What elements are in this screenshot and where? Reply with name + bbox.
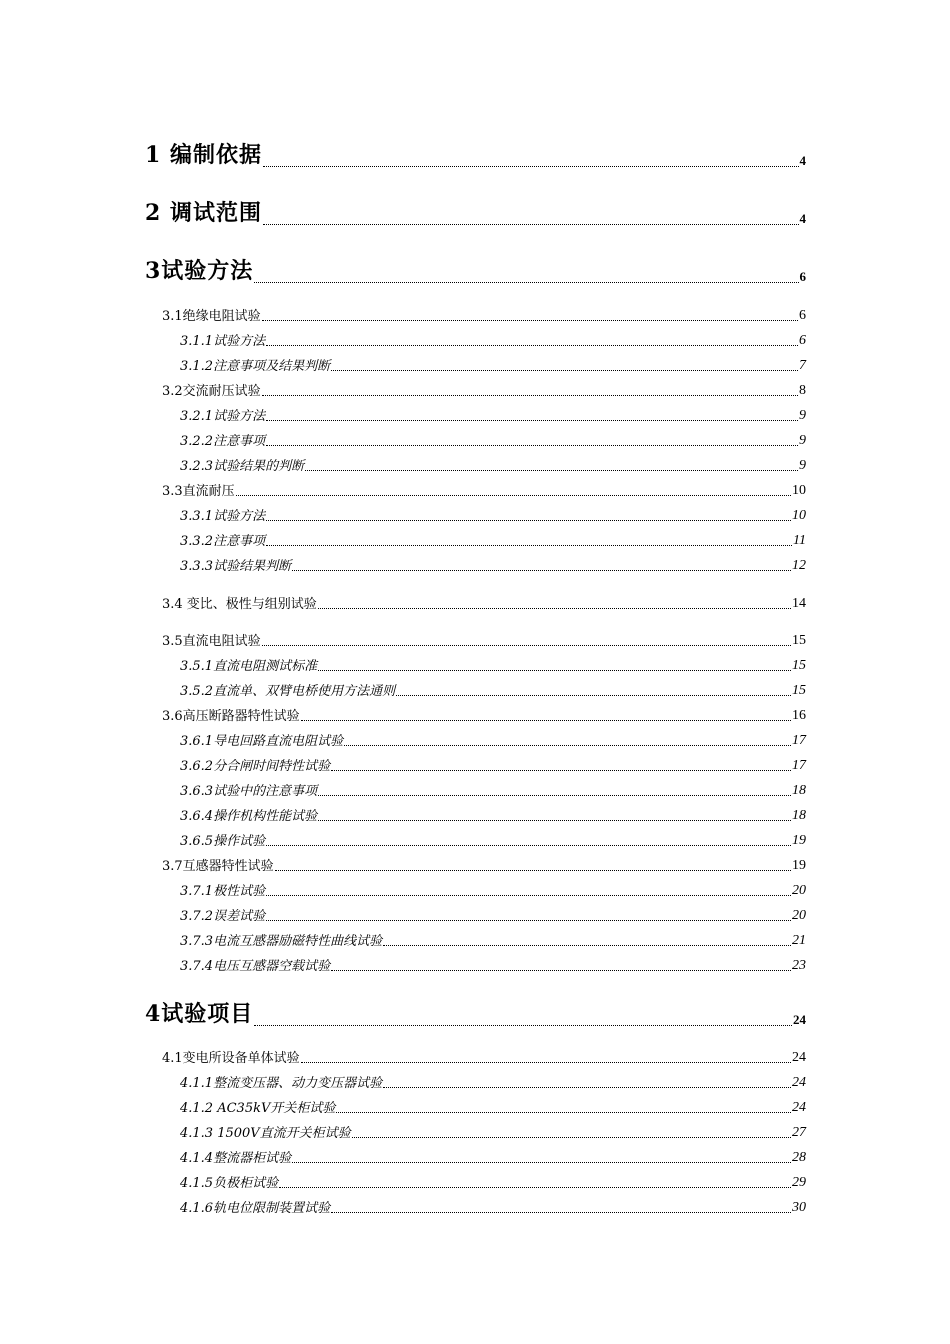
toc-entry-title: 3.6.5操作试验: [180, 834, 266, 849]
toc-entry-page-number: 29: [792, 1175, 806, 1190]
toc-entry-level-3[interactable]: [180, 756, 806, 774]
dot-leader: [266, 920, 791, 921]
toc-entry-level-3[interactable]: [180, 406, 806, 424]
dot-leader: [331, 1212, 791, 1213]
toc-entry-level-3[interactable]: [180, 1098, 806, 1116]
toc-entry-level-3[interactable]: [180, 1198, 806, 1216]
toc-entry-title: 3试验方法: [145, 258, 254, 284]
toc-entry-title: 3.1.2注意事项及结果判断: [180, 359, 331, 374]
toc-entry-page-number: 11: [793, 533, 806, 548]
toc-entry-level-2[interactable]: [162, 306, 806, 324]
dot-leader: [275, 870, 791, 871]
toc-entry-title: 3.6.1导电回路直流电阻试验: [180, 734, 344, 749]
toc-entry-title: 4.1.1整流变压器、动力变压器试验: [180, 1076, 383, 1091]
toc-entry-page-number: 21: [792, 933, 806, 948]
dot-leader: [301, 720, 791, 721]
toc-entry-page-number: 10: [792, 508, 806, 523]
toc-entry-page-number: 15: [792, 683, 806, 698]
toc-entry-level-2[interactable]: [162, 856, 806, 874]
dot-leader: [262, 645, 791, 646]
toc-entry-title: 3.7互感器特性试验: [162, 859, 274, 874]
dot-leader: [331, 770, 791, 771]
toc-entry-title: 2 调试范围: [145, 200, 262, 226]
toc-entry-page-number: 27: [792, 1125, 806, 1140]
dot-leader: [336, 1112, 791, 1113]
toc-entry-title: 3.7.1极性试验: [180, 884, 266, 899]
dot-leader: [266, 445, 798, 446]
toc-entry-page-number: 20: [792, 908, 806, 923]
toc-entry-level-3[interactable]: [180, 781, 806, 799]
dot-leader: [266, 895, 791, 896]
toc-entry-level-1[interactable]: [145, 257, 806, 285]
toc-entry-title: 3.2.2注意事项: [180, 434, 266, 449]
toc-entry-page-number: 28: [792, 1150, 806, 1165]
toc-entry-level-3[interactable]: [180, 331, 806, 349]
toc-entry-page-number: 6: [799, 333, 806, 348]
toc-entry-level-3[interactable]: [180, 681, 806, 699]
toc-entry-page-number: 24: [792, 1075, 806, 1090]
toc-entry-page-number: 12: [792, 558, 806, 573]
toc-entry-title: 4.1.3 1500V直流开关柜试验: [180, 1126, 351, 1141]
toc-entry-page-number: 14: [792, 596, 806, 611]
toc-entry-level-3[interactable]: [180, 1073, 806, 1091]
toc-entry-level-1[interactable]: [145, 199, 806, 227]
dot-leader: [305, 470, 798, 471]
toc-entry-title: 4试验项目: [145, 1001, 254, 1027]
toc-entry-title: 3.3.2注意事项: [180, 534, 266, 549]
toc-entry-level-3[interactable]: [180, 1148, 806, 1166]
dot-leader: [279, 1187, 791, 1188]
toc-entry-level-3[interactable]: [180, 931, 806, 949]
toc-entry-level-3[interactable]: [180, 556, 806, 574]
dot-leader: [266, 545, 792, 546]
dot-leader: [331, 370, 798, 371]
toc-entry-level-3[interactable]: [180, 731, 806, 749]
toc-entry-level-2[interactable]: [162, 594, 806, 612]
dot-leader: [254, 1025, 792, 1026]
toc-entry-level-3[interactable]: [180, 506, 806, 524]
toc-entry-page-number: 19: [792, 833, 806, 848]
dot-leader: [262, 395, 798, 396]
dot-leader: [318, 670, 791, 671]
toc-entry-page-number: 8: [799, 383, 806, 398]
toc-entry-level-3[interactable]: [180, 831, 806, 849]
toc-entry-title: 3.6高压断路器特性试验: [162, 709, 300, 724]
toc-entry-level-3[interactable]: [180, 881, 806, 899]
dot-leader: [318, 795, 791, 796]
toc-entry-page-number: 24: [792, 1050, 806, 1065]
toc-entry-page-number: 18: [792, 808, 806, 823]
toc-entry-page-number: 4: [799, 211, 806, 226]
toc-entry-title: 3.4 变比、极性与组别试验: [162, 597, 317, 612]
dot-leader: [266, 845, 791, 846]
dot-leader: [301, 1062, 791, 1063]
toc-entry-page-number: 24: [792, 1100, 806, 1115]
dot-leader: [383, 945, 791, 946]
toc-entry-title: 3.2交流耐压试验: [162, 384, 261, 399]
toc-entry-level-2[interactable]: [162, 631, 806, 649]
toc-entry-level-3[interactable]: [180, 431, 806, 449]
toc-entry-title: 3.3.1试验方法: [180, 509, 266, 524]
toc-entry-title: 4.1.2 AC35kV开关柜试验: [180, 1101, 336, 1116]
toc-entry-page-number: 17: [792, 758, 806, 773]
toc-entry-level-2[interactable]: [162, 706, 806, 724]
dot-leader: [383, 1087, 791, 1088]
toc-entry-title: 4.1.5负极柜试验: [180, 1176, 279, 1191]
toc-entry-page-number: 10: [792, 483, 806, 498]
toc-entry-level-3[interactable]: [180, 906, 806, 924]
toc-entry-title: 3.6.2分合闸时间特性试验: [180, 759, 331, 774]
toc-entry-title: 3.2.1试验方法: [180, 409, 266, 424]
toc-entry-title: 4.1变电所设备单体试验: [162, 1051, 300, 1066]
dot-leader: [263, 224, 799, 225]
toc-entry-level-3[interactable]: [180, 806, 806, 824]
toc-entry-page-number: 15: [792, 658, 806, 673]
toc-entry-page-number: 7: [799, 358, 806, 373]
toc-entry-title: 3.6.3试验中的注意事项: [180, 784, 318, 799]
toc-entry-level-1[interactable]: [145, 141, 806, 169]
toc-entry-page-number: 6: [799, 269, 806, 284]
toc-entry-title: 3.2.3试验结果的判断: [180, 459, 305, 474]
toc-entry-title: 3.7.2误差试验: [180, 909, 266, 924]
toc-entry-level-3[interactable]: [180, 1173, 806, 1191]
toc-entry-title: 3.5.2直流单、双臂电桥使用方法通则: [180, 684, 396, 699]
toc-entry-level-3[interactable]: [180, 956, 806, 974]
dot-leader: [254, 282, 798, 283]
dot-leader: [352, 1137, 791, 1138]
toc-entry-page-number: 6: [799, 308, 806, 323]
toc-entry-page-number: 20: [792, 883, 806, 898]
toc-entry-page-number: 30: [792, 1200, 806, 1215]
toc-entry-page-number: 15: [792, 633, 806, 648]
toc-entry-title: 3.3直流耐压: [162, 484, 235, 499]
toc-entry-title: 3.1.1试验方法: [180, 334, 266, 349]
toc-entry-level-1[interactable]: [145, 1000, 806, 1028]
dot-leader: [292, 1162, 791, 1163]
dot-leader: [396, 695, 791, 696]
toc-entry-page-number: 4: [799, 153, 806, 168]
dot-leader: [344, 745, 791, 746]
toc-entry-title: 1 编制依据: [145, 142, 262, 168]
toc-entry-title: 3.1绝缘电阻试验: [162, 309, 261, 324]
dot-leader: [266, 345, 798, 346]
dot-leader: [292, 570, 791, 571]
toc-entry-title: 3.7.4电压互感器空载试验: [180, 959, 331, 974]
toc-entry-page-number: 18: [792, 783, 806, 798]
toc-entry-level-3[interactable]: [180, 356, 806, 374]
dot-leader: [266, 520, 791, 521]
toc-entry-page-number: 9: [799, 433, 806, 448]
toc-entry-title: 3.5.1直流电阻测试标准: [180, 659, 318, 674]
toc-entry-page-number: 23: [792, 958, 806, 973]
toc-entry-title: 3.3.3试验结果判断: [180, 559, 292, 574]
dot-leader: [318, 608, 791, 609]
toc-entry-title: 4.1.4整流器柜试验: [180, 1151, 292, 1166]
toc-entry-page-number: 16: [792, 708, 806, 723]
toc-entry-title: 3.5直流电阻试验: [162, 634, 261, 649]
dot-leader: [318, 820, 791, 821]
dot-leader: [236, 495, 791, 496]
toc-entry-page-number: 9: [799, 458, 806, 473]
toc-entry-level-2[interactable]: [162, 481, 806, 499]
toc-entry-title: 4.1.6轨电位限制装置试验: [180, 1201, 331, 1216]
toc-entry-level-2[interactable]: [162, 1048, 806, 1066]
toc-entry-page-number: 19: [792, 858, 806, 873]
toc-entry-level-2[interactable]: [162, 381, 806, 399]
dot-leader: [262, 320, 798, 321]
toc-entry-level-3[interactable]: [180, 1123, 806, 1141]
dot-leader: [331, 970, 791, 971]
toc-entry-level-3[interactable]: [180, 456, 806, 474]
toc-entry-title: 3.7.3电流互感器励磁特性曲线试验: [180, 934, 383, 949]
toc-entry-title: 3.6.4操作机构性能试验: [180, 809, 318, 824]
toc-entry-level-3[interactable]: [180, 656, 806, 674]
toc-entry-page-number: 9: [799, 408, 806, 423]
toc-entry-level-3[interactable]: [180, 531, 806, 549]
toc-entry-page-number: 17: [792, 733, 806, 748]
toc-entry-page-number: 24: [793, 1012, 806, 1027]
dot-leader: [263, 166, 799, 167]
dot-leader: [266, 420, 798, 421]
